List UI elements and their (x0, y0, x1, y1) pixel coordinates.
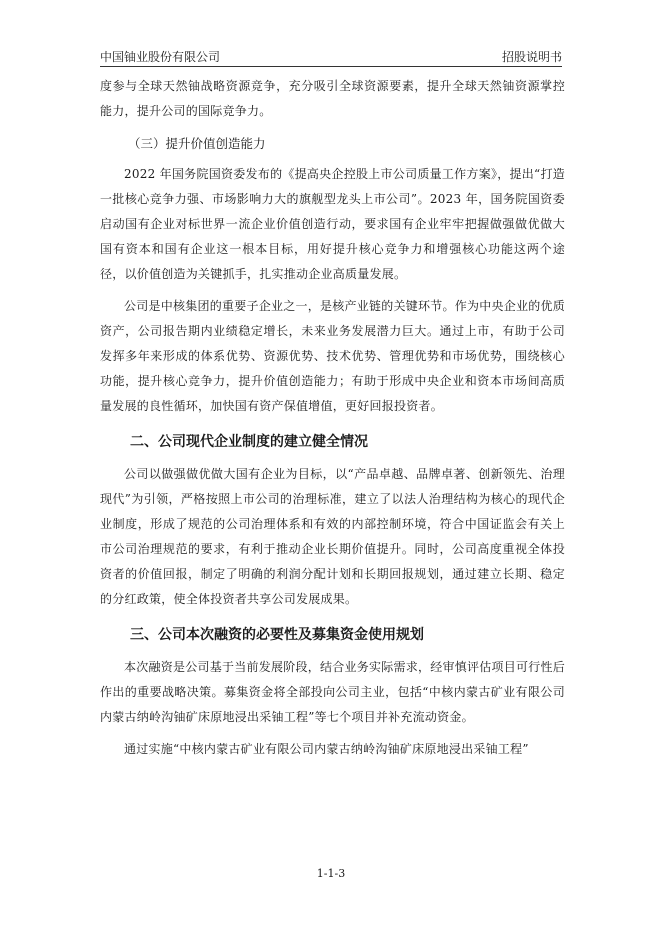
page-header (100, 44, 562, 67)
header-document-type: 招股说明书 (501, 50, 562, 64)
paragraph: 2022 年国务院国资委发布的《提高央企控股上市公司质量工作方案》，提出“打造一批核心竞争力强、市场影响力大的旗舰型龙头上市公司”。2023 年，国务院国资委启动国有企业对标世界一流企业价值创造行动，要求国有企业牢牢把握做强做优做大国有资本和国有企业这一根本目标，用好提升核心竞争力和增强核心功能这两个途径，以价值创造为关键抓手，扎实推动企业高质量发展。 (100, 167, 565, 281)
page-content (100, 74, 565, 762)
section-heading: 三、公司本次融资的必要性及募集资金使用规划 (130, 627, 424, 643)
header-company-name: 中国铀业股份有限公司 (100, 50, 221, 64)
paragraph: 公司是中核集团的重要子企业之一，是核产业链的关键环节。作为中央企业的优质资产，公司报告期内业绩稳定增长，未来业务发展潜力巨大。通过上市，有助于公司发挥多年来形成的体系优势、资源优势、技术优势、管理优势和市场优势，围绕核心功能，提升核心竞争力，提升价值创造能力；有助于形成中央企业和资本市场间高质量发展的良性循环，加快国有资产保值增值，更好回报投资者。 (100, 299, 566, 413)
paragraph: 公司以做强做优做大国有企业为目标，以“产品卓越、品牌卓著、创新领先、治理现代”为引领，严格按照上市公司的治理标准，建立了以法人治理结构为核心的现代企业制度，形成了规范的公司治理体系和有效的内部控制环境，符合中国证监会有关上市公司治理规范的要求，有利于推动企业长期价值提升。同时，公司高度重视全体投资者的价值回报，制定了明确的利润分配计划和长期回报规划，通过建立长期、稳定的分红政策，使全体投资者共享公司发展成果。 (100, 467, 565, 606)
paragraph-continued: 度参与全球天然铀战略资源竞争，充分吸引全球资源要素，提升全球天然铀资源掌控能力，提升公司的国际竞争力。 (100, 79, 565, 118)
paragraph: 通过实施“中核内蒙古矿业有限公司内蒙古纳岭沟铀矿床原地浸出采铀工程” (124, 742, 529, 756)
page-number: 1-1-3 (316, 867, 346, 880)
section-heading: 二、公司现代企业制度的建立健全情况 (130, 434, 368, 450)
paragraph: 本次融资是公司基于当前发展阶段，结合业务实际需求，经审慎评估项目可行性后作出的重要战略决策。募集资金将全部投向公司主业，包括“中核内蒙古矿业有限公司内蒙古纳岭沟铀矿床原地浸出采铀工程”等七个项目并补充流动资金。 (100, 660, 566, 724)
subsection-heading: （三）提升价值创造能力 (128, 136, 266, 151)
